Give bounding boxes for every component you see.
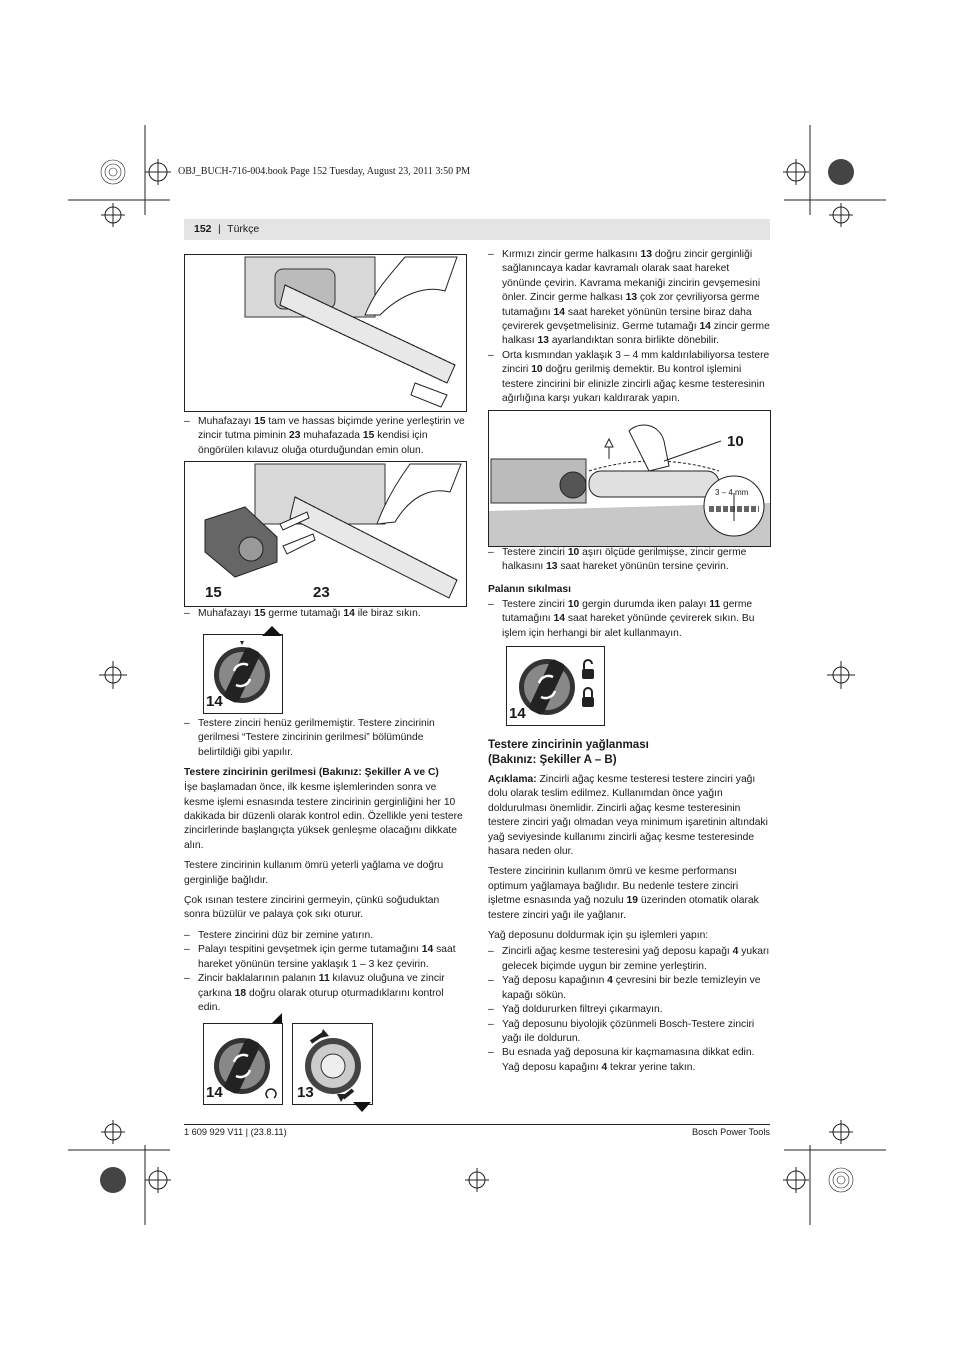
callout-15: 15	[205, 584, 222, 601]
footer-rule	[184, 1124, 770, 1125]
section-heading-oil: Testere zincirinin yağlanması	[488, 738, 649, 751]
print-header: OBJ_BUCH-716-004.book Page 152 Tuesday, August 23, 2011 3:50 PM	[178, 166, 471, 177]
arrow-marker-icon	[264, 1013, 282, 1023]
arrow-marker-icon	[353, 1102, 371, 1112]
gap-label: 3 – 4 mm	[715, 488, 749, 497]
figure-chainsaw-fit	[184, 461, 467, 607]
page-number: 152	[194, 223, 212, 235]
left-text-block: – Testere zinciri henüz gerilmemiştir. Testere zincirinin gerilmesi “Testere zincirinin gerilmesi” bölümünde belirtildiği gibi yapılır. Testere zincirinin gerilmesi (Bakınız: Şekiller A ve C) İşe başlamadan önce, ilk kesme işlemlerinden sonra ve kesme işlemi esnasında testere zincirinin gerginliğini her 10 dakikada bir düzenli olarak kontrol edin. Özellikle yeni testere zincirlerinde başlangıçta yüksek genleşme olacağını dikkate alın. Testere zincirinin kullanım ömrü yeterli yağlama ve doğru gerginliğe bağlıdır. Çok ısınan testere zincirini germeyin, çünkü soğuduktan sonra büzülür ve palaya çok sıkı oturur. – Testere zincirini düz bir zemine yatırın. – Palayı tespitini gevşetmek için germe tutamağını 14 saat hareket yönünün tersine yaklaşık 1 – 3 kez çevirin. – Zincir baklalarının palanın 11 kılavuz oluğuna ve zincir çarkına 18 doğru olarak oturup oturmadıklarını kontrol edin.	[184, 717, 466, 1015]
section-heading-tension: Testere zincirinin gerilmesi (Bakınız: Şekiller A ve C)	[184, 767, 439, 779]
section-subheading-oil: (Bakınız: Şekiller A – B)	[488, 753, 617, 766]
footer-right: Bosch Power Tools	[692, 1127, 770, 1137]
callout-14-b: 14	[206, 1084, 223, 1101]
figure-chainsaw-protection	[184, 254, 467, 412]
callout-13: 13	[297, 1084, 314, 1101]
callout-14: 14	[206, 693, 223, 710]
right-text-block-mid: – Testere zinciri 10 aşırı ölçüde gerilmişse, zincir germe halkasını 13 saat hareket yönünün tersine çevirin. Palanın sıkılması – Testere zinciri 10 gergin durumda iken palayı 11 germe tutamağını 14 saat hareket yönünde çevirerek sıkın. Bu işlem için herhangi bir alet kullanmayın.	[488, 546, 770, 641]
step-tighten-protection: – Muhafazayı 15 germe tutamağı 14 ile biraz sıkın.	[184, 607, 466, 627]
footer-left: 1 609 929 V11 | (23.8.11)	[184, 1127, 287, 1137]
chainsaw-illustration-1	[185, 255, 466, 411]
arrow-marker-icon	[262, 626, 282, 636]
right-text-block-top: – Kırmızı zincir germe halkasını 13 doğru zincir gerginliği sağlanıncaya kadar kavramalı olarak saat hareket yönünde çevirin. Kavrama mekaniği zincirin gevşemesini önler. Zincir germe halkası 13 çok zor çevriliyorsa germe tutamağını 14 saat hareket yönünün tersine biraz daha çevirerek gevşetmelisiniz. Germe tutamağı 14 zincir germe halkası 13 ayarlandıktan sonra birlikte dönebilir. – Orta kısmından yaklaşık 3 – 4 mm kaldırılabiliyorsa testere zinciri 10 doğru gerilmiş demektir. Bu kontrol işlemini testere zincirini bir elinizle zincirli ağaç kesme testeresinin ağırlığına karşı yukarı kaldırarak yapın.	[488, 248, 770, 406]
figure-chain-lift	[488, 410, 771, 547]
step-fit-protection: – Muhafazayı 15 tam ve hassas biçimde yerine yerleştirin ve zincir tutma piminin 23 muhafazada 15 kendisi için öngörülen kılavuz oluğa oturduğundan emin olun.	[184, 415, 466, 464]
header-separator: |	[217, 223, 221, 235]
callout-23: 23	[313, 584, 330, 601]
right-text-block-oil: Testere zincirinin yağlanması (Bakınız: Şekiller A – B) Açıklama: Zincirli ağaç kesme testeresi testere zinciri yağı dolu olarak teslim edilmez. Kullanımdan önce yağın doldurulması önemlidir. Zincirli ağaç kesme testeresinin testere zinciri yağı olmadan veya minimum işaretinin altındaki yağ seviyesinde kullanımı zincirli ağaç kesme testeresinde hasara neden olur. Testere zincirinin kullanım ömrü ve kesme performansı optimum yağlamaya bağlıdır. Bu nedenle testere zinciri işletme esnasında yağ nozulu 19 üzerinden otomatik olarak testere zinciri yağı ile yağlanır. Yağ deposunu doldurmak için şu işlemleri yapın: – Zincirli ağaç kesme testeresini yağ deposu kapağı 4 yukarı gelecek biçimde uygun bir zemine yerleştirin. – Yağ deposu kapağının 4 çevresini bir bezle temizleyin ve kapağı sökün. – Yağ doldururken filtreyi çıkarmayın. – Yağ deposunu biyolojik çözünmeli Bosch-Testere zinciri yağı ile doldurun. – Bu esnada yağ deposuna kir kaçmamasına dikkat edin. Yağ deposu kapağını 4 tekrar yerine takın.	[488, 737, 770, 1075]
figure-knob-14	[203, 634, 283, 714]
header-language: Türkçe	[227, 223, 260, 235]
figure-ring-13	[292, 1023, 373, 1105]
callout-10: 10	[727, 433, 744, 450]
lock-icon	[582, 688, 594, 707]
figure-knob-14-lock	[506, 646, 605, 726]
callout-14-c: 14	[509, 705, 526, 722]
section-heading-clamp: Palanın sıkılması	[488, 583, 571, 595]
page-header-bar	[184, 219, 770, 240]
unlock-icon	[582, 660, 594, 679]
chain-lift-illustration	[489, 411, 770, 546]
figure-knob-14-loosen	[203, 1023, 283, 1105]
